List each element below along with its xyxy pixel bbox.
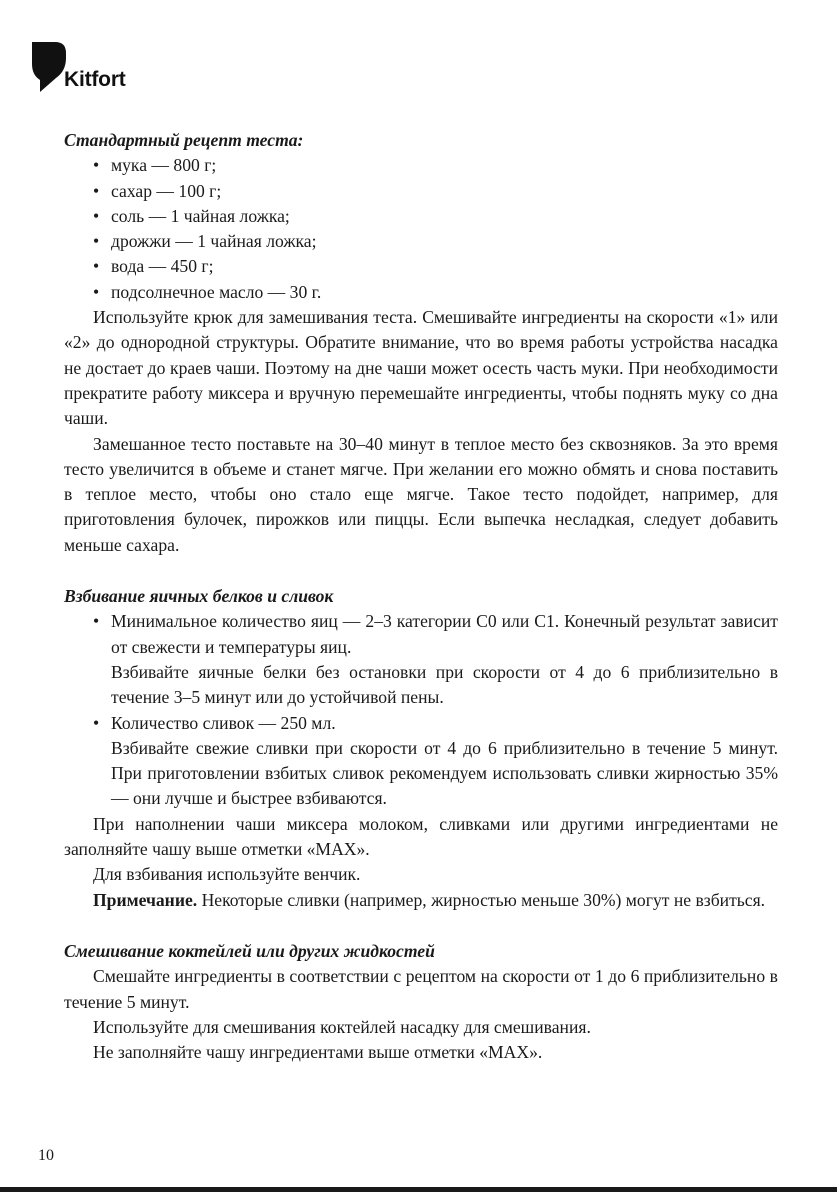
paragraph: Смешайте ингредиенты в соответствии с рецептом на скорости от 1 до 6 приблизительно в течение 5 минут.	[64, 966, 778, 1012]
paragraph: Используйте крюк для замешивания теста. Смешивайте ингредиенты на скорости «1» или «2» до однородной структуры. Обратите внимание, что во время работы устройства насадка не достает до краев чаши. Поэтому на дне чаши может осесть часть муки. При необходимости прекратите работу миксера и вручную перемешайте ингредиенты, чтобы поднять муку со дна чаши.	[64, 307, 778, 429]
list-item-detail: Взбивайте свежие сливки при скорости от 4 до 6 приблизительно в течение 5 минут. При приготовлении взбитых сливок рекомендуем использовать сливки жирностью 35% — они лучше и быстрее взбиваются.	[111, 737, 778, 809]
list-item-text: • Количество сливок — 250 мл.	[111, 712, 336, 733]
page-content	[64, 128, 778, 1065]
section-heading-dough: Стандартный рецепт теста:	[64, 130, 304, 150]
list-item-detail: Взбивайте яичные белки без остановки при скорости от 4 до 6 приблизительно в течение 3–5 минут или до устойчивой пены.	[111, 661, 778, 708]
list-item	[64, 711, 778, 812]
paragraph: При наполнении чаши миксера молоком, сливками или другими ингредиентами не заполняйте чашу выше отметки «MAX».	[64, 813, 778, 860]
kitfort-logo-mark-icon	[32, 42, 66, 92]
brand-name: Kitfort	[64, 68, 126, 91]
section-heading-mixing: Смешивание коктейлей или других жидкостей	[64, 940, 435, 961]
paragraph: Замешанное тесто поставьте на 30–40 минут в теплое место без сквозняков. За это время тесто увеличится в объеме и станет мягче. При желании его можно обмять и снова поставить в теплое место, чтобы оно стало еще мягче. Такое тесто подойдет, например, для приготовления булочек, пирожков или пиццы. Если выпечка несладкая, следует добавить меньше сахара.	[64, 433, 778, 555]
list-item: • соль — 1 чайная ложка;	[64, 204, 778, 229]
paragraph: Для взбивания используйте венчик.	[93, 864, 361, 885]
note-text: Некоторые сливки (например, жирностью меньше 30%) могут не взбиться.	[197, 889, 766, 910]
paragraph: Не заполняйте чашу ингредиентами выше отметки «MAX».	[93, 1042, 543, 1063]
page-bottom-rule	[0, 1187, 837, 1192]
list-item: • подсолнечное масло — 30 г.	[64, 280, 778, 305]
page-number: 10	[38, 1147, 54, 1164]
list-item: • дрожжи — 1 чайная ложка;	[64, 229, 778, 254]
list-item: • вода — 450 г;	[64, 254, 778, 279]
list-item-text: • Минимальное количество яиц — 2–3 категории С0 или С1. Конечный результат зависит от свежести и температуры яиц.	[111, 611, 778, 657]
ingredient-list	[64, 153, 778, 305]
whipping-list	[64, 609, 778, 811]
list-item: • мука — 800 г;	[64, 153, 778, 178]
list-item	[64, 609, 778, 710]
section-heading-whipping: Взбивание яичных белков и сливок	[64, 586, 334, 607]
note-paragraph	[64, 888, 778, 913]
note-label: Примечание.	[93, 889, 198, 910]
list-item: • сахар — 100 г;	[64, 179, 778, 204]
paragraph: Используйте для смешивания коктейлей насадку для смешивания.	[93, 1016, 591, 1037]
